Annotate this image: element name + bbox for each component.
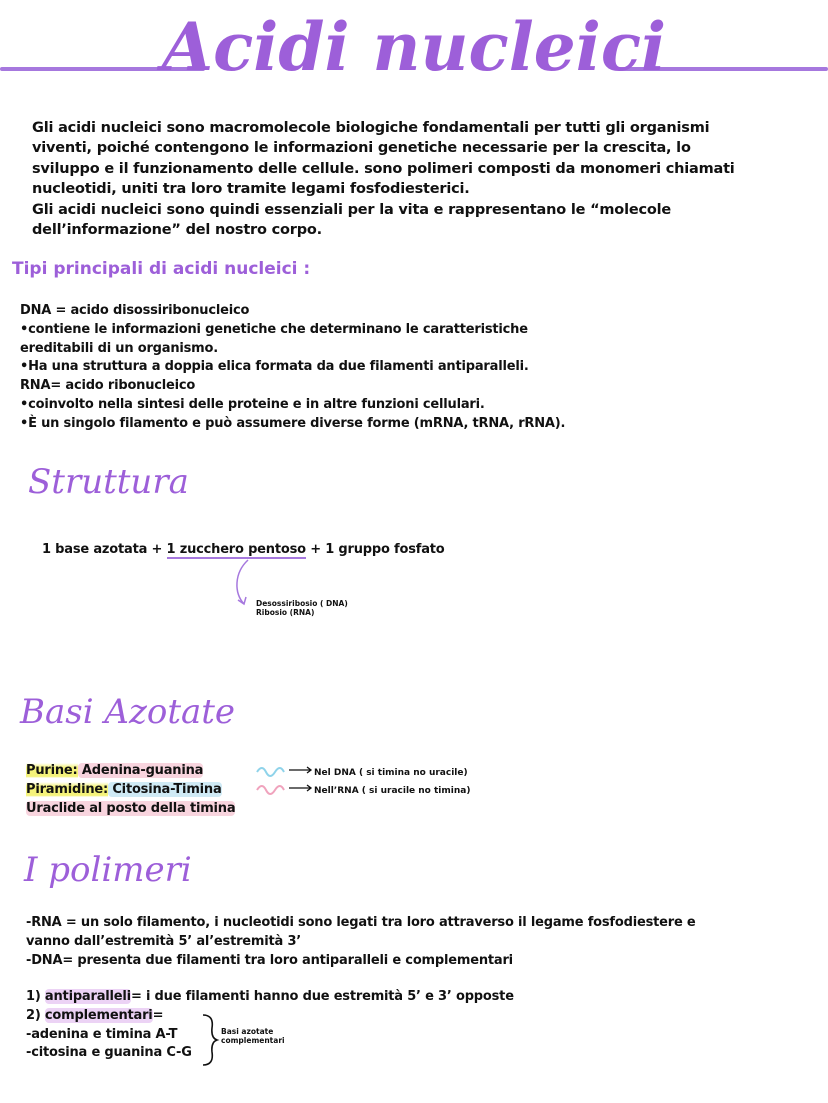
intro-line: Gli acidi nucleici sono macromolecole biologiche fondamentali per tutti gli organismi [32,120,710,136]
brace-label [221,1027,285,1045]
formula-part: + 1 gruppo fosfato [305,542,445,557]
property-antiparalleli [26,988,514,1007]
polymers-properties [26,988,514,1063]
pirimidine-value: Citosina-Timina [108,781,222,797]
types-line: •coinvolto nella sintesi delle proteine e in altre funzioni cellulari. [20,396,485,412]
section-heading-basi: Basi Azotate [20,692,236,732]
pair-cg: -citosina e guanina C-G [26,1045,192,1061]
brace-label-line: complementari [221,1036,285,1045]
intro-paragraph [32,118,735,240]
types-heading: Tipi principali di acidi nucleici : [12,259,311,279]
legend-rna: Nell’RNA ( si uracile no timina) [314,786,471,796]
types-line: ereditabili di un organismo. [20,340,219,356]
formula-sugar: 1 zucchero pentoso [166,542,306,557]
intro-line: viventi, poiché contengono le informazioni genetiche necessarie per la crescita, lo [32,140,691,157]
bases-pirimidine [26,781,235,800]
property-term: complementari [44,1007,153,1023]
intro-line: dell’informazione” del nostro corpo. [32,222,322,239]
legend [314,764,470,800]
sugar-note: Desossiribosio ( DNA) [256,599,348,608]
types-line: •È un singolo filamento e può assumere diverse forme (mRNA, tRNA, rRNA). [20,415,566,431]
types-list [20,302,565,434]
polymers-line: vanno dall’estremità 5’ al’estremità 3’ [26,933,302,949]
legend-dna: Nel DNA ( si timina no uracile) [314,768,468,778]
polymers-line: -DNA= presenta due filamenti tra loro antiparalleli e complementari [26,952,513,968]
types-line: •Ha una struttura a doppia elica formata da due filamenti antiparalleli. [20,359,529,375]
brace-icon [200,1012,220,1068]
types-line: •contiene le informazioni genetiche che determinano le caratteristiche [20,321,528,337]
section-heading-polimeri: I polimeri [24,850,192,890]
bases-list [26,762,235,818]
sugar-notes [256,599,348,617]
intro-line: nucleotidi, uniti tra loro tramite legami fosfodiesterici. [32,181,470,198]
property-term: antiparalleli [44,989,131,1004]
intro-line: sviluppo e il funzionamento delle cellule. sono polimeri composti da monomeri chiamati [32,160,735,177]
formula-part: 1 base azotata + [42,542,167,557]
sugar-note: Ribosio (RNA) [256,608,315,617]
pair-at: -adenina e timina A-T [26,1026,178,1042]
structure-formula [42,541,445,560]
purine-value: Adenina-guanina [77,763,204,778]
polymers-line: -RNA = un solo filamento, i nucleotidi sono legati tra loro attraverso il legame fosfodiestere e [26,915,696,930]
brace-label-line: Basi azotate [221,1027,274,1036]
property-def: = [152,1007,164,1023]
property-num: 1) [26,989,45,1004]
polymers-text [26,914,696,970]
legend-squiggles-icon [255,762,315,798]
property-def: = i due filamenti hanno due estremità 5’ e 3’ opposte [130,989,514,1004]
types-line: DNA = acido disossiribonucleico [20,303,250,318]
property-complementari [26,1007,514,1026]
intro-line: Gli acidi nucleici sono quindi essenziali per la vita e rappresentano le “molecole [32,201,672,218]
bases-purine [26,762,235,781]
uracile-text: Uraclide al posto della timina [26,800,236,816]
page-title: Acidi nucleici [161,8,667,86]
bases-uracile [26,800,235,819]
pirimidine-label: Piramidine: [26,781,109,797]
types-line: RNA= acido ribonucleico [20,378,196,394]
property-num: 2) [26,1007,45,1023]
section-heading-struttura: Struttura [28,462,189,502]
purine-label: Purine: [26,763,78,778]
